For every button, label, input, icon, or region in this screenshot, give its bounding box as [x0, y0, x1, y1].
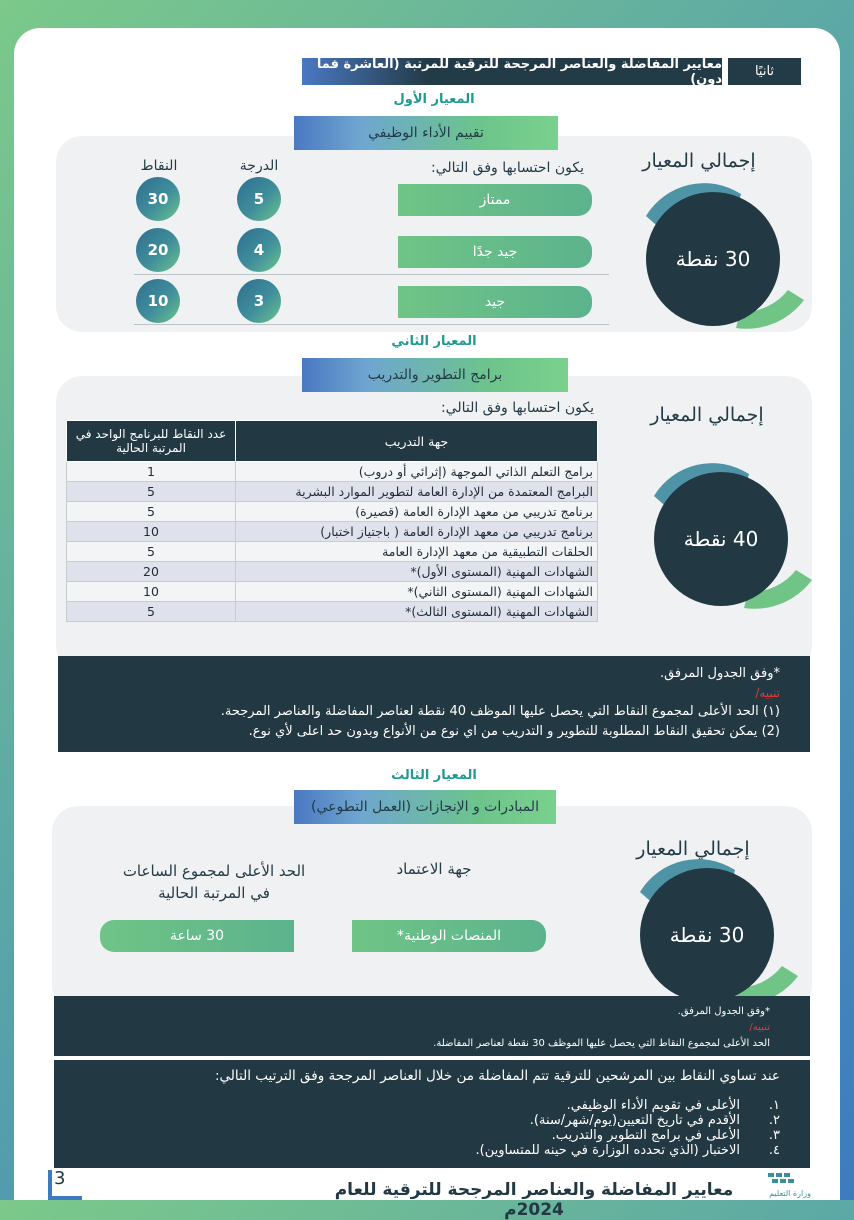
criterion1-grade-header: الدرجة [239, 158, 279, 174]
list-item-text: الأقدم في تاريخ التعيين(يوم/شهر/سنة). [529, 1113, 740, 1128]
criterion2-note-item-1: (١) الحد الأعلى لمجموع النقاط التي يحصل عليها الموظف 40 نقطة لعناصر المفاضلة والعناصر المرجحة. [220, 704, 780, 719]
criterion1-divider-1 [134, 274, 609, 275]
training-source: الشهادات المهنية (المستوى الثاني)* [236, 582, 598, 602]
list-item-number: ١. [768, 1098, 780, 1113]
page-sheet [14, 28, 840, 1220]
table-row [67, 562, 598, 582]
points-circle: 30 [136, 177, 180, 221]
training-points: 5 [67, 602, 236, 622]
tie-break-intro: عند تساوي النقاط بين المرشحين للترقية تتم المفاضلة من خلال العناصر المرجحة وفق الترتيب التالي: [214, 1068, 780, 1084]
list-item-text: الأعلى في برامج التطوير والتدريب. [551, 1128, 740, 1143]
training-source: الشهادات المهنية (المستوى الثالث)* [236, 602, 598, 622]
training-source: الشهادات المهنية (المستوى الأول)* [236, 562, 598, 582]
training-source: برنامج تدريبي من معهد الإدارة العامة (قصيرة) [236, 502, 598, 522]
table-row [67, 582, 598, 602]
list-item-number: ٣. [768, 1128, 780, 1143]
points-circle: 10 [136, 279, 180, 323]
footer-title: معايير المفاضلة والعناصر المرجحة للترقية للعام 2024م [334, 1180, 734, 1220]
training-table-header-points: عدد النقاط للبرنامج الواحد في المرتبة الحالية [67, 421, 236, 462]
training-points: 10 [67, 522, 236, 542]
training-source: برامج التعلم الذاتي الموجهة (إثرائي أو دروب) [236, 462, 598, 482]
criterion1-name: المعيار الأول [393, 92, 475, 107]
training-table [66, 420, 598, 622]
hours-pill: 30 ساعة [100, 920, 294, 952]
list-item [260, 1113, 780, 1128]
criterion2-note-ref: *وفق الجدول المرفق. [659, 666, 780, 681]
criterion2-bar: برامج التطوير والتدريب [302, 358, 568, 392]
criterion3-name: المعيار الثالث [391, 768, 477, 783]
page-number: 3 [54, 1168, 66, 1189]
authority-pill: المنصات الوطنية* [352, 920, 546, 952]
grade-circle: 3 [237, 279, 281, 323]
criterion2-note-item-2: (2) يمكن تحقيق النقاط المطلوبة للتطوير و التدريب من اي نوع من الأنواع وبدون حد اعلى لأي نوع. [248, 724, 780, 739]
training-points: 5 [67, 482, 236, 502]
criterion3-total-value: 30 نقطة [640, 868, 774, 1002]
points-circle: 20 [136, 228, 180, 272]
criterion3-max-hours-header: الحد الأعلى لمجموع الساعات في المرتبة الحالية [122, 862, 306, 902]
training-points: 5 [67, 542, 236, 562]
table-row [67, 502, 598, 522]
criterion3-note-ref: *وفق الجدول المرفق. [677, 1006, 770, 1017]
list-item-text: الاختبار (الذي تحدده الوزارة في حينه للمتساوين). [475, 1143, 740, 1158]
criterion1-bar: تقييم الأداء الوظيفي [294, 116, 558, 150]
rating-pill-excellent: ممتاز [398, 184, 592, 216]
training-source: برنامج تدريبي من معهد الإدارة العامة ( باجتياز اختبار) [236, 522, 598, 542]
ministry-logo-icon [760, 1171, 820, 1185]
criterion1-total-label: إجمالي المعيار [642, 150, 756, 172]
grade-circle: 5 [237, 177, 281, 221]
training-points: 5 [67, 502, 236, 522]
criterion1-calc-label: يكون احتسابها وفق التالي: [430, 160, 584, 176]
criterion2-name: المعيار الثاني [391, 334, 477, 349]
criterion2-total-value: 40 نقطة [654, 472, 788, 606]
criterion3-note-box [54, 996, 810, 1056]
list-item [260, 1143, 780, 1158]
table-row [67, 542, 598, 562]
list-item [260, 1128, 780, 1143]
training-table-header-source: جهة التدريب [236, 421, 598, 462]
criterion1-total-value: 30 نقطة [646, 192, 780, 326]
rating-pill-good: جيد [398, 286, 592, 318]
criterion3-total-label: إجمالي المعيار [636, 838, 750, 860]
criterion3-note-text: الحد الأعلى لمجموع النقاط التي يحصل عليها الموظف 30 نقطة لعناصر المفاضلة. [433, 1038, 770, 1049]
table-row [67, 462, 598, 482]
list-item-number: ٢. [768, 1113, 780, 1128]
list-item [260, 1098, 780, 1113]
training-points: 1 [67, 462, 236, 482]
list-item-text: الأعلى في تقويم الأداء الوظيفي. [566, 1098, 740, 1113]
tie-break-box [54, 1060, 810, 1168]
table-row [67, 482, 598, 502]
criterion2-note-warn: تنبيه/ [755, 686, 780, 700]
section-title: معايير المفاضلة والعناصر المرجحة للترقية للمرتبة (العاشرة فما دون) [302, 58, 722, 85]
rating-pill-very-good: جيد جدًا [398, 236, 592, 268]
criterion3-bar: المبادرات و الإنجازات (العمل التطوعي) [294, 790, 556, 824]
training-source: البرامج المعتمدة من الإدارة العامة لتطوير الموارد البشرية [236, 482, 598, 502]
criterion1-points-header: النقاط [140, 158, 178, 174]
criterion1-divider-2 [134, 324, 609, 325]
list-item-number: ٤. [768, 1143, 780, 1158]
criterion2-total-label: إجمالي المعيار [650, 404, 764, 426]
training-points: 10 [67, 582, 236, 602]
training-table-header-row [67, 421, 598, 462]
table-row [67, 602, 598, 622]
tie-break-list [260, 1098, 780, 1158]
criterion3-authority-header: جهة الاعتماد [396, 860, 472, 878]
ministry-name: وزارة التعليم [769, 1189, 811, 1198]
criterion2-note-box [58, 656, 810, 752]
table-row [67, 522, 598, 542]
training-points: 20 [67, 562, 236, 582]
criterion3-note-warn: تنبيه/ [749, 1022, 770, 1033]
criterion2-calc-label: يكون احتسابها وفق التالي: [440, 400, 594, 416]
section-label: ثانيًا [728, 58, 801, 85]
training-source: الحلقات التطبيقية من معهد الإدارة العامة [236, 542, 598, 562]
ministry-logo [760, 1170, 820, 1198]
grade-circle: 4 [237, 228, 281, 272]
